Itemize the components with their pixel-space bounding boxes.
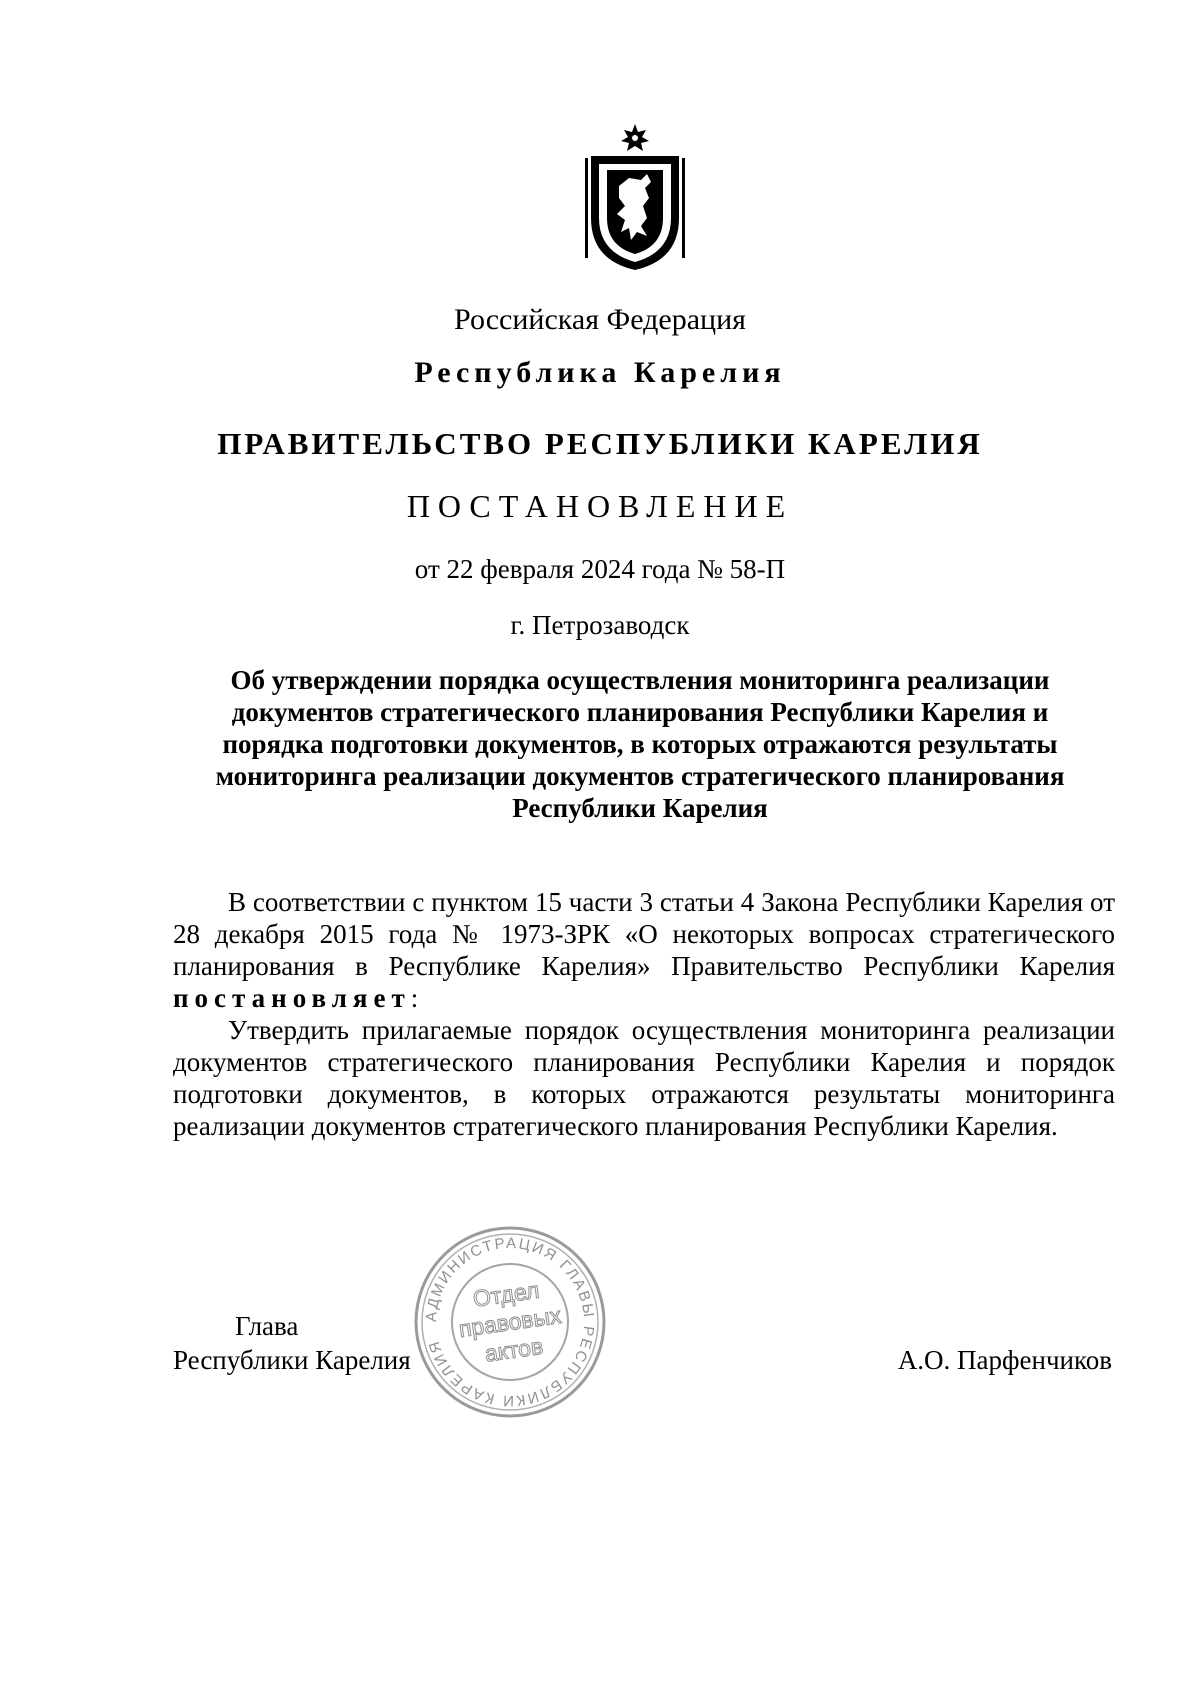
document-date-number: от 22 февраля 2024 года № 58-П xyxy=(414,554,786,584)
stamp-center-line: Отдел xyxy=(471,1276,541,1312)
republic-name: Республика Карелия xyxy=(414,356,786,389)
document-title-line: Республики Карелия xyxy=(512,793,768,823)
stamp-center-line: правовых xyxy=(457,1301,563,1343)
stamp-ring-text: АДМИНИСТРАЦИЯ ГЛАВЫ РЕСПУБЛИКИ КАРЕЛИЯ xyxy=(422,1234,598,1410)
signatory-title: Глава xyxy=(235,1311,299,1341)
decision-paragraph: Утвердить прилагаемые порядок осуществления мониторинга реализации документов стратегического планирования Республики Карелия и порядок подготовки документов, в которых отражаются результаты мониторинга реализации документов стратегического планирования Республики Карелия. xyxy=(173,1015,1115,1141)
country-name: Российская Федерация xyxy=(454,303,746,336)
department-stamp-icon xyxy=(410,1222,610,1422)
preamble-paragraph xyxy=(173,886,1115,1014)
document-title-line: мониторинга реализации документов стратегического планирования xyxy=(215,761,1065,791)
document-title xyxy=(180,664,1100,824)
government-name: ПРАВИТЕЛЬСТВО РЕСПУБЛИКИ КАРЕЛИЯ xyxy=(217,426,983,461)
document-type: ПОСТАНОВЛЕНИЕ xyxy=(406,488,794,524)
document-title-line: документов стратегического планирования Республики Карелия и xyxy=(231,697,1049,727)
signatory-name: А.О. Парфенчиков xyxy=(897,1345,1112,1375)
decree-keyword: постановляет xyxy=(173,983,411,1013)
signatory-organization: Республики Карелия xyxy=(173,1345,411,1375)
document-body xyxy=(173,886,1115,1142)
stamp-center-line: актов xyxy=(483,1332,545,1367)
document-city: г. Петрозаводск xyxy=(510,610,690,640)
preamble-text: В соответствии с пунктом 15 части 3 статьи 4 Закона Республики Карелия от 28 декабря 2015 года № 1973-ЗРК «О некоторых вопросах стратегического планирования в Республике Карелия» Правительство Республики Карелия xyxy=(173,887,1115,981)
document-title-line: порядка подготовки документов, в которых отражаются результаты xyxy=(222,729,1058,759)
preamble-colon: : xyxy=(410,983,419,1013)
document-title-line: Об утверждении порядка осуществления мониторинга реализации xyxy=(230,665,1050,695)
coat-of-arms-icon xyxy=(585,122,685,272)
